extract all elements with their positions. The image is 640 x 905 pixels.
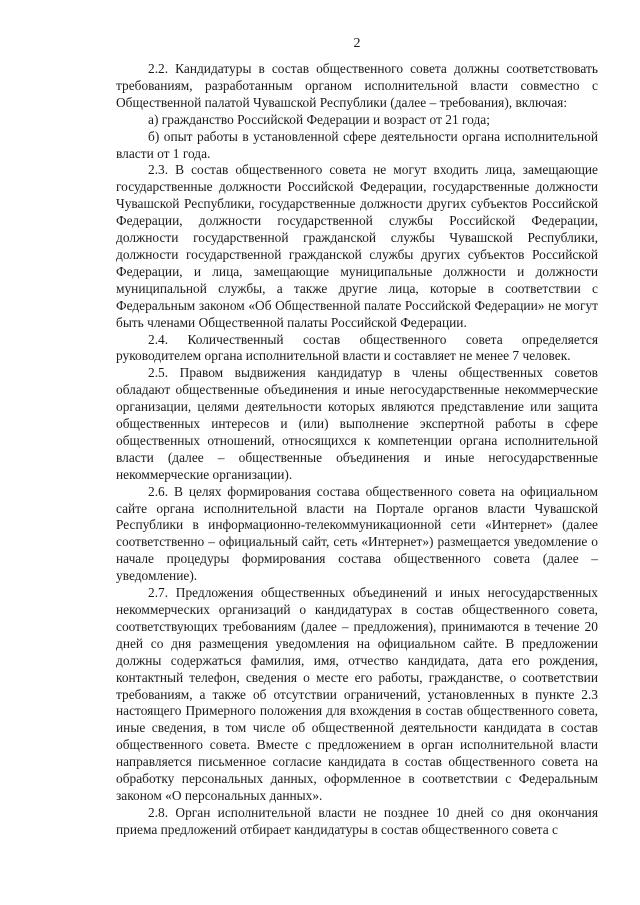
paragraph-2-2: 2.2. Кандидатуры в состав общественного совета должны соответствовать требованиям, разработанным органом исполнительной власти совместно с Общественной палатой Чувашской Республики (далее – требования), включая: [116,61,598,110]
page-number: 2 [353,36,361,51]
list-item-b: б) опыт работы в установленной сфере деятельности органа исполнительной власти от 1 года. [116,128,598,161]
paragraph-2-5: 2.5. Правом выдвижения кандидатур в члены общественных советов обладают общественные объединения и иные негосударственные некоммерческие организации, целями деятельности которых являются представление или защита общественных интересов и (или) выполнение экспертной работы в сфере общественных отношений, относящихся к компетенции органа исполнительной власти (далее – общественные объединения и иные негосударственные некоммерческие организации). [116,365,598,482]
paragraph-2-4: 2.4. Количественный состав общественного совета определяется руководителем органа исполнительной власти и составляет не менее 7 человек. [116,331,598,364]
paragraph-2-8: 2.8. Орган исполнительной власти не позднее 10 дней со дня окончания приема предложений отбирает кандидатуры в состав общественного совета с [116,804,598,837]
paragraph-2-6: 2.6. В целях формирования состава общественного совета на официальном сайте органа исполнительной власти на Портале органов власти Чувашской Республики в информационно-телекоммуникационной сети «Интернет» (далее соответственно – официальный сайт, сеть «Интернет») размещается уведомление о начале процедуры формирования состава общественного совета (далее – уведомление). [116,483,598,584]
paragraph-2-7: 2.7. Предложения общественных объединений и иных негосударственных некоммерческих организаций о кандидатурах в состав общественного совета, соответствующих требованиям (далее – предложения), принимаются в течение 20 дней со дня размещения уведомления на официальном сайте. В предложении должны содержаться фамилия, имя, отчество кандидата, дата его рождения, контактный телефон, сведения о месте его работы, гражданстве, о соответствии требованиям, а также об отсутствии ограничений, установленных в пункте 2.3 настоящего Примерного положения для вхождения в состав общественного совета, иные сведения, в том числе об общественной деятельности кандидата в состав общественного совета. Вместе с предложением в орган исполнительной власти направляется письменное согласие кандидата в состав общественного совета на обработку персональных данных, оформленное в соответствии с Федеральным законом «О персональных данных». [116,585,598,803]
list-item-a: а) гражданство Российской Федерации и возраст от 21 года; [148,111,490,127]
paragraph-2-3: 2.3. В состав общественного совета не могут входить лица, замещающие государственные должности Российской Федерации, государственные должности Чувашской Республики, государственные должности других субъектов Российской Федерации, должности государственной службы Российской Федерации, должности государственной гражданской службы Чувашской Республики, должности государственной гражданской службы других субъектов Российской Федерации, и лица, замещающие муниципальные должности и должности муниципальной службы, а также другие лица, которые в соответствии с Федеральным законом «Об Общественной палате Российской Федерации» не могут быть членами Общественной палаты Российской Федерации. [116,162,598,330]
